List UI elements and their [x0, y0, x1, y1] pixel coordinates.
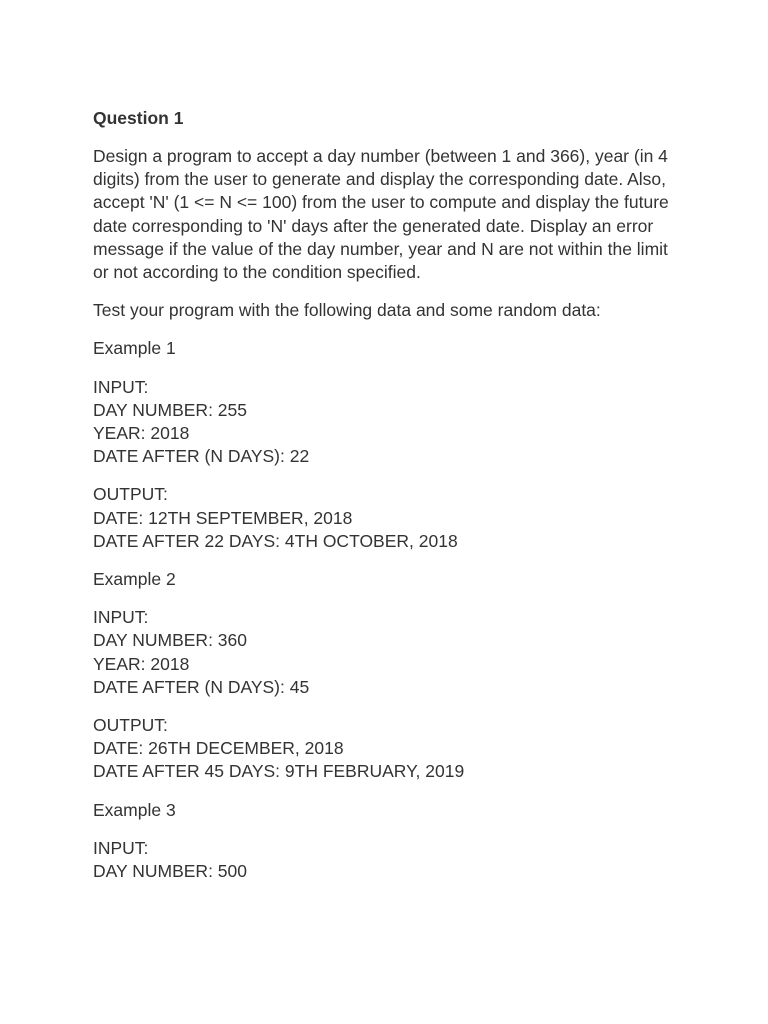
output-label: OUTPUT: [93, 715, 168, 736]
test-intro: Test your program with the following data and some random data: [93, 300, 601, 321]
example-2-input [93, 606, 683, 699]
input-label: INPUT: [93, 607, 149, 628]
input-line: DATE AFTER (N DAYS): 22 [93, 446, 310, 467]
output-line: DATE: 26TH DECEMBER, 2018 [93, 738, 344, 759]
example-2-output [93, 714, 683, 784]
question-description: Design a program to accept a day number (between 1 and 366), year (in 4 digits) from the user to generate and display the corresponding date. Also, accept 'N' (1 <= N <= 100) from the user to compute and display the future date corresponding to 'N' days after the generated date. Display an error message if the value of the day number, year and N are not within the limit or not according to the condition specified. [93, 146, 669, 283]
document-page [93, 106, 683, 898]
example-1-title: Example 1 [93, 338, 176, 359]
input-line: YEAR: 2018 [93, 653, 190, 674]
example-3-input [93, 837, 683, 883]
input-label: INPUT: [93, 837, 149, 858]
output-line: DATE AFTER 45 DAYS: 9TH FEBRUARY, 2019 [93, 761, 465, 782]
input-line: DAY NUMBER: 500 [93, 861, 247, 882]
input-line: DAY NUMBER: 360 [93, 630, 247, 651]
output-line: DATE AFTER 22 DAYS: 4TH OCTOBER, 2018 [93, 530, 458, 551]
output-line: DATE: 12TH SEPTEMBER, 2018 [93, 507, 353, 528]
example-1-output [93, 483, 683, 553]
output-label: OUTPUT: [93, 484, 168, 505]
input-line: DATE AFTER (N DAYS): 45 [93, 676, 310, 697]
input-line: YEAR: 2018 [93, 423, 190, 444]
question-title: Question 1 [93, 108, 184, 128]
input-label: INPUT: [93, 376, 149, 397]
example-1-input [93, 376, 683, 469]
example-3-title: Example 3 [93, 799, 176, 820]
input-line: DAY NUMBER: 255 [93, 399, 247, 420]
example-2-title: Example 2 [93, 569, 176, 590]
